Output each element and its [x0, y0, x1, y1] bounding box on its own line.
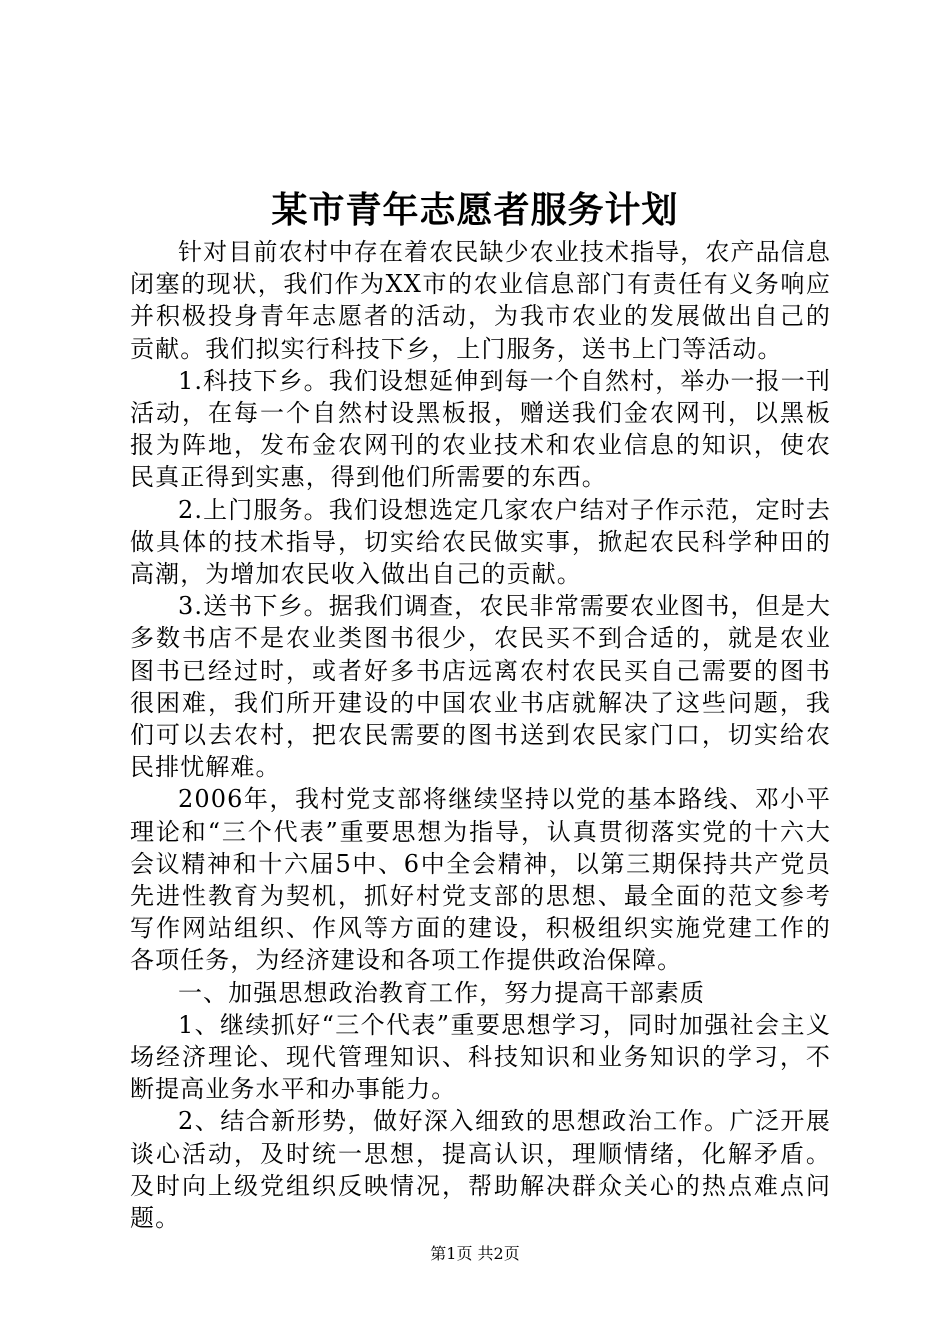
section-heading-1: 一、加强思想政治教育工作，努力提高干部素质 — [178, 978, 706, 1007]
paragraph-section-1-item-2: 2、结合新形势，做好深入细致的思想政治工作。广泛开展谈心活动，及时统一思想，提高认识，理顺情绪，化解矛盾。及时向上级党组织反映情况，帮助解决群众关心的热点难点问题。 — [130, 1107, 831, 1233]
document-title: 某市青年志愿者服务计划 — [271, 189, 679, 231]
paragraph-intro: 针对目前农村中存在着农民缺少农业技术指导，农产品信息闭塞的现状，我们作为XX市的农业信息部门有责任有义务响应并积极投身青年志愿者的活动，为我市农业的发展做出自己的贡献。我们拟实行科技下乡，上门服务，送书上门等活动。 — [130, 238, 831, 363]
paragraph-section-1-item-1: 1、继续抓好“三个代表”重要思想学习，同时加强社会主义场经济理论、现代管理知识、科技知识和业务知识的学习，不断提高业务水平和办事能力。 — [130, 1010, 831, 1104]
paragraph-item-3: 3.送书下乡。据我们调查，农民非常需要农业图书，但是大多数书店不是农业类图书很少，农民买不到合适的，就是农业图书已经过时，或者好多书店远离农村农民买自己需要的图书很困难，我们所开建设的中国农业书店就解决了这些问题，我们可以去农村，把农民需要的图书送到农民家门口，切实给农民排忧解难。 — [130, 592, 831, 782]
paragraph-item-2: 2.上门服务。我们设想选定几家农户结对子作示范，定时去做具体的技术指导，切实给农民做实事，掀起农民科学种田的高潮，为增加农民收入做出自己的贡献。 — [130, 495, 831, 589]
document-body — [130, 236, 831, 1234]
paragraph-2006: 2006年，我村党支部将继续坚持以党的基本路线、邓小平理论和“三个代表”重要思想为指导，认真贯彻落实党的十六大会议精神和十六届5中、6中全会精神，以第三期保持共产党员先进性教育为契机，抓好村党支部的思想、最全面的范文参考写作网站组织、作风等方面的建设，积极组织实施党建工作的各项任务，为经济建设和各项工作提供政治保障。 — [130, 785, 831, 975]
page-number-footer: 第1页 共2页 — [430, 1244, 520, 1263]
paragraph-item-1: 1.科技下乡。我们设想延伸到每一个自然村，举办一报一刊活动，在每一个自然村设黑板报，赠送我们金农网刊，以黑板报为阵地，发布金农网刊的农业技术和农业信息的知识，使农民真正得到实惠，得到他们所需要的东西。 — [130, 366, 831, 492]
